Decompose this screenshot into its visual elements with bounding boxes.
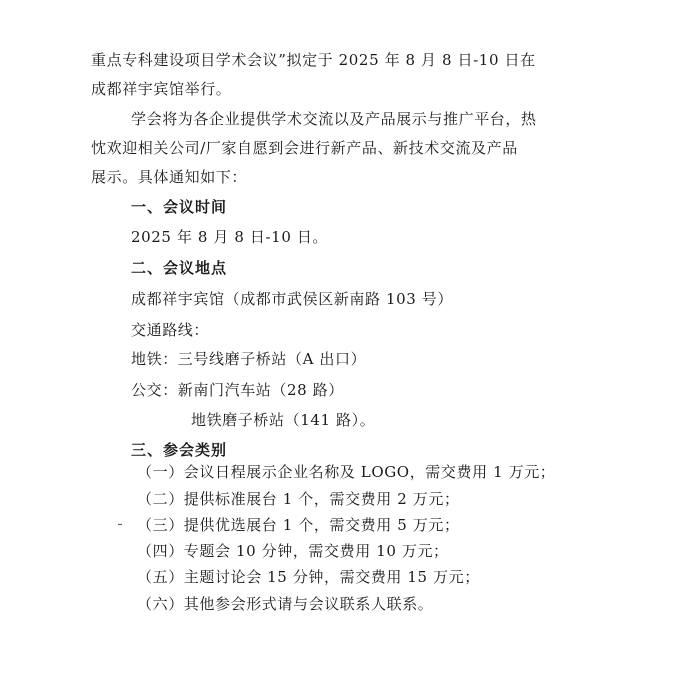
category-item-1: （一）会议日程展示企业名称及 LOGO，需交费用 1 万元； <box>137 463 556 481</box>
category-item-3: （三）提供优选展台 1 个，需交费用 5 万元； <box>137 516 460 534</box>
category-item-2: （二）提供标准展台 1 个，需交费用 2 万元； <box>137 490 460 508</box>
invite-line-1: 学会将为各企业提供学术交流以及产品展示与推广平台，热 <box>131 110 537 128</box>
bus-route-1: 公交：新南门汽车站（28 路） <box>131 381 344 399</box>
invite-line-3: 展示。具体通知如下： <box>91 168 248 186</box>
category-item-6: （六）其他参会形式请与会议联系人联系。 <box>137 595 434 613</box>
intro-line-1: 重点专科建设项目学术会议”拟定于 2025 年 8 月 8 日-10 日在 <box>91 51 536 69</box>
meeting-dates: 2025 年 8 月 8 日-10 日。 <box>131 228 329 246</box>
metro-route: 地铁：三号线磨子桥站（A 出口） <box>131 350 367 368</box>
section-2-heading: 二、会议地点 <box>131 259 228 277</box>
bus-route-2: 地铁磨子桥站（141 路）。 <box>191 411 376 429</box>
section-1-heading: 一、会议时间 <box>131 198 228 216</box>
traffic-label: 交通路线： <box>131 321 210 339</box>
section-3-heading: 三、参会类别 <box>131 441 228 459</box>
category-item-5: （五）主题讨论会 15 分钟，需交费用 15 万元； <box>137 568 480 586</box>
intro-line-2: 成都祥宇宾馆举行。 <box>91 80 232 98</box>
invite-line-2: 忱欢迎相关公司/厂家自愿到会进行新产品、新技术交流及产品 <box>91 139 518 157</box>
scan-mark <box>118 524 122 525</box>
venue-address: 成都祥宇宾馆（成都市武侯区新南路 103 号） <box>131 290 453 308</box>
category-item-4: （四）专题会 10 分钟，需交费用 10 万元； <box>137 542 449 560</box>
